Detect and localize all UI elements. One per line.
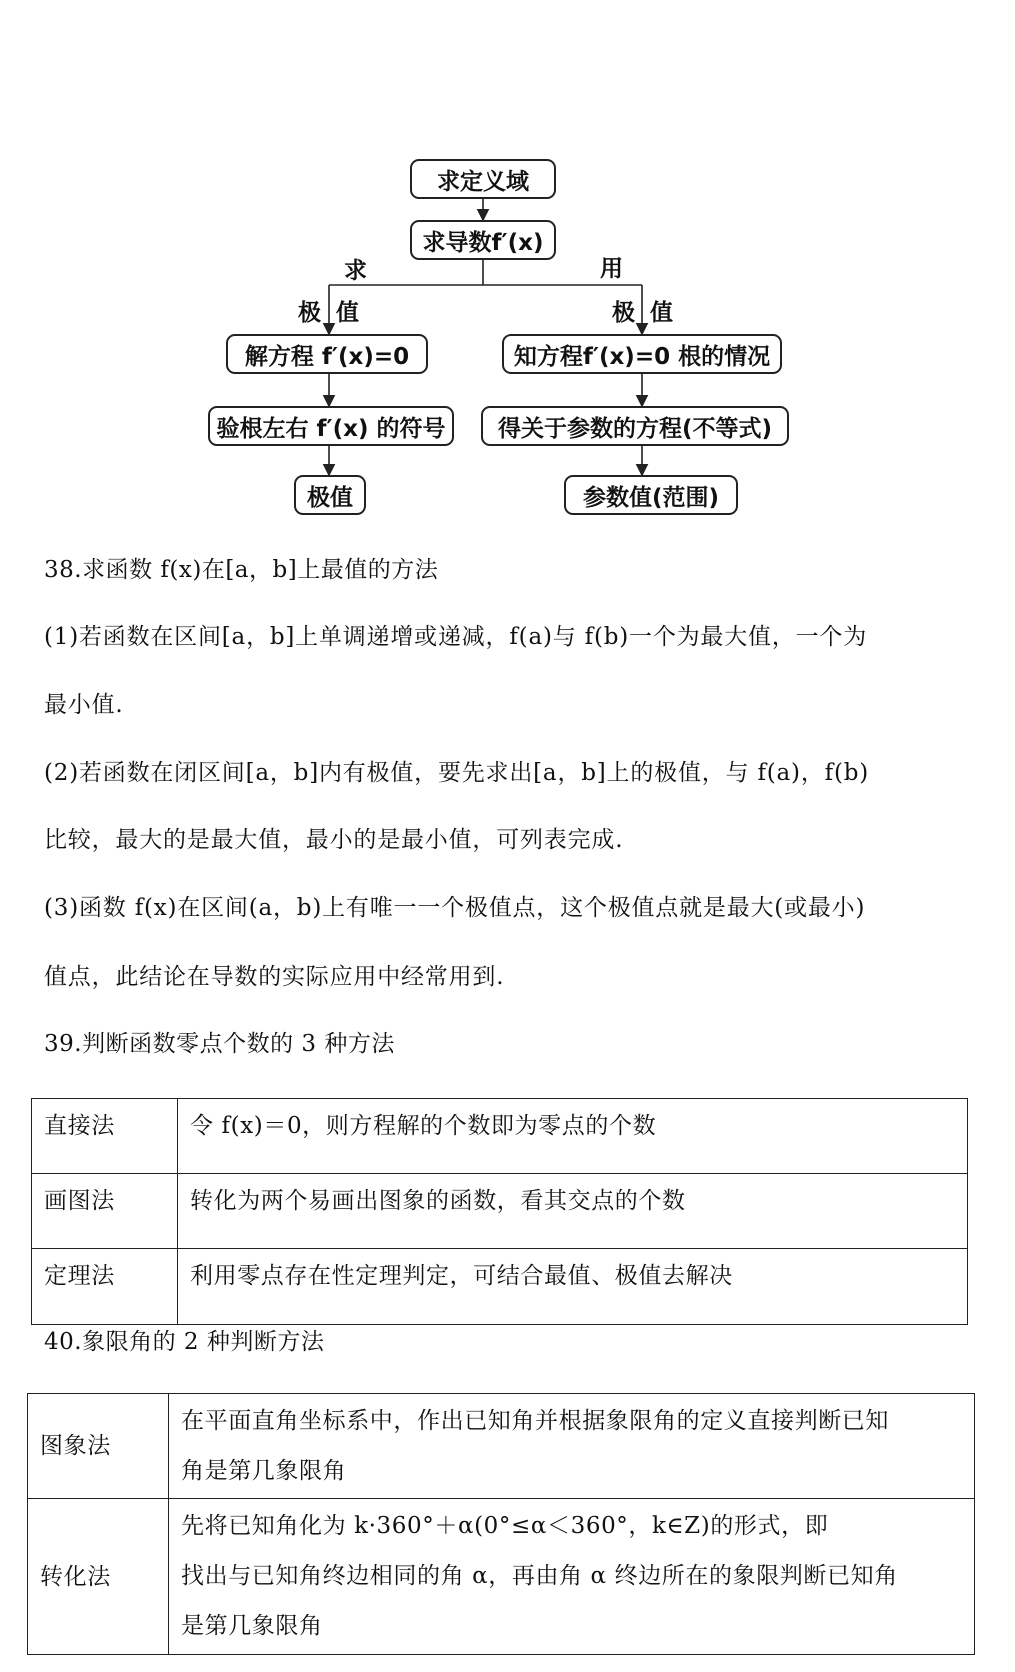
param-value-box: 参数值(范围) — [564, 475, 738, 515]
table-row — [32, 1099, 968, 1174]
method-cell: 定理法 — [32, 1249, 178, 1325]
section-40-title: 40.象限角的 2 种判断方法 — [44, 1329, 325, 1355]
extreme-value-box: 极值 — [294, 475, 366, 515]
domain-box: 求定义域 — [410, 159, 556, 199]
description-cell: 转化为两个易画出图象的函数，看其交点的个数 — [178, 1174, 968, 1249]
section-38-item2-line2: 比较，最大的是最大值，最小的是最小值，可列表完成. — [44, 827, 624, 853]
description-cell: 令 f(x)＝0，则方程解的个数即为零点的个数 — [178, 1099, 968, 1174]
solve-equation-box: 解方程 f′(x)=0 — [226, 334, 428, 374]
param-equation-box: 得关于参数的方程(不等式) — [481, 406, 789, 446]
known-roots-box: 知方程f′(x)=0 根的情况 — [502, 334, 782, 374]
zero-count-methods-table — [31, 1098, 968, 1325]
description-cell — [169, 1394, 975, 1499]
method-cell: 画图法 — [32, 1174, 178, 1249]
flowchart-connectors — [0, 0, 1015, 540]
flowchart — [0, 0, 1015, 540]
check-sign-box: 验根左右 f′(x) 的符号 — [208, 406, 454, 446]
branch-label-right: 用 — [600, 256, 623, 282]
description-line: 先将已知角化为 k·360°＋α(0°≤α＜360°，k∈Z)的形式，即 — [181, 1513, 829, 1539]
table-row — [32, 1249, 968, 1325]
description-line: 找出与已知角终边相同的角 α，再由角 α 终边所在的象限判断已知角 — [181, 1563, 898, 1589]
section-38-item2-line1: (2)若函数在闭区间[a，b]内有极值，要先求出[a，b]上的极值，与 f(a)，f(b) — [44, 760, 870, 786]
left-extreme-label-b: 值 — [336, 300, 359, 326]
table-row — [28, 1394, 975, 1499]
derivative-box: 求导数f′(x) — [410, 220, 556, 260]
right-extreme-label-b: 值 — [650, 300, 673, 326]
method-cell: 转化法 — [28, 1499, 169, 1655]
method-cell: 直接法 — [32, 1099, 178, 1174]
description-cell — [169, 1499, 975, 1655]
section-38-item1-line1: (1)若函数在区间[a，b]上单调递增或递减，f(a)与 f(b)一个为最大值，一个为 — [44, 624, 868, 650]
description-line: 角是第几象限角 — [181, 1458, 347, 1484]
section-38-item3-line2: 值点，此结论在导数的实际应用中经常用到. — [44, 964, 505, 990]
description-cell: 利用零点存在性定理判定，可结合最值、极值去解决 — [178, 1249, 968, 1325]
section-38-item3-line1: (3)函数 f(x)在区间(a，b)上有唯一一个极值点，这个极值点就是最大(或最小) — [44, 895, 866, 921]
right-extreme-label-a: 极 — [612, 300, 635, 326]
section-38-item1-line2: 最小值. — [44, 692, 124, 718]
section-39-title: 39.判断函数零点个数的 3 种方法 — [44, 1031, 395, 1057]
description-line: 是第几象限角 — [181, 1613, 323, 1639]
description-line: 在平面直角坐标系中，作出已知角并根据象限角的定义直接判断已知 — [181, 1408, 889, 1434]
section-38-title: 38.求函数 f(x)在[a，b]上最值的方法 — [44, 557, 439, 583]
method-cell: 图象法 — [28, 1394, 169, 1499]
branch-label-left: 求 — [344, 258, 367, 284]
quadrant-angle-methods-table — [27, 1393, 975, 1655]
table-row — [28, 1499, 975, 1655]
table-row — [32, 1174, 968, 1249]
left-extreme-label-a: 极 — [298, 300, 321, 326]
